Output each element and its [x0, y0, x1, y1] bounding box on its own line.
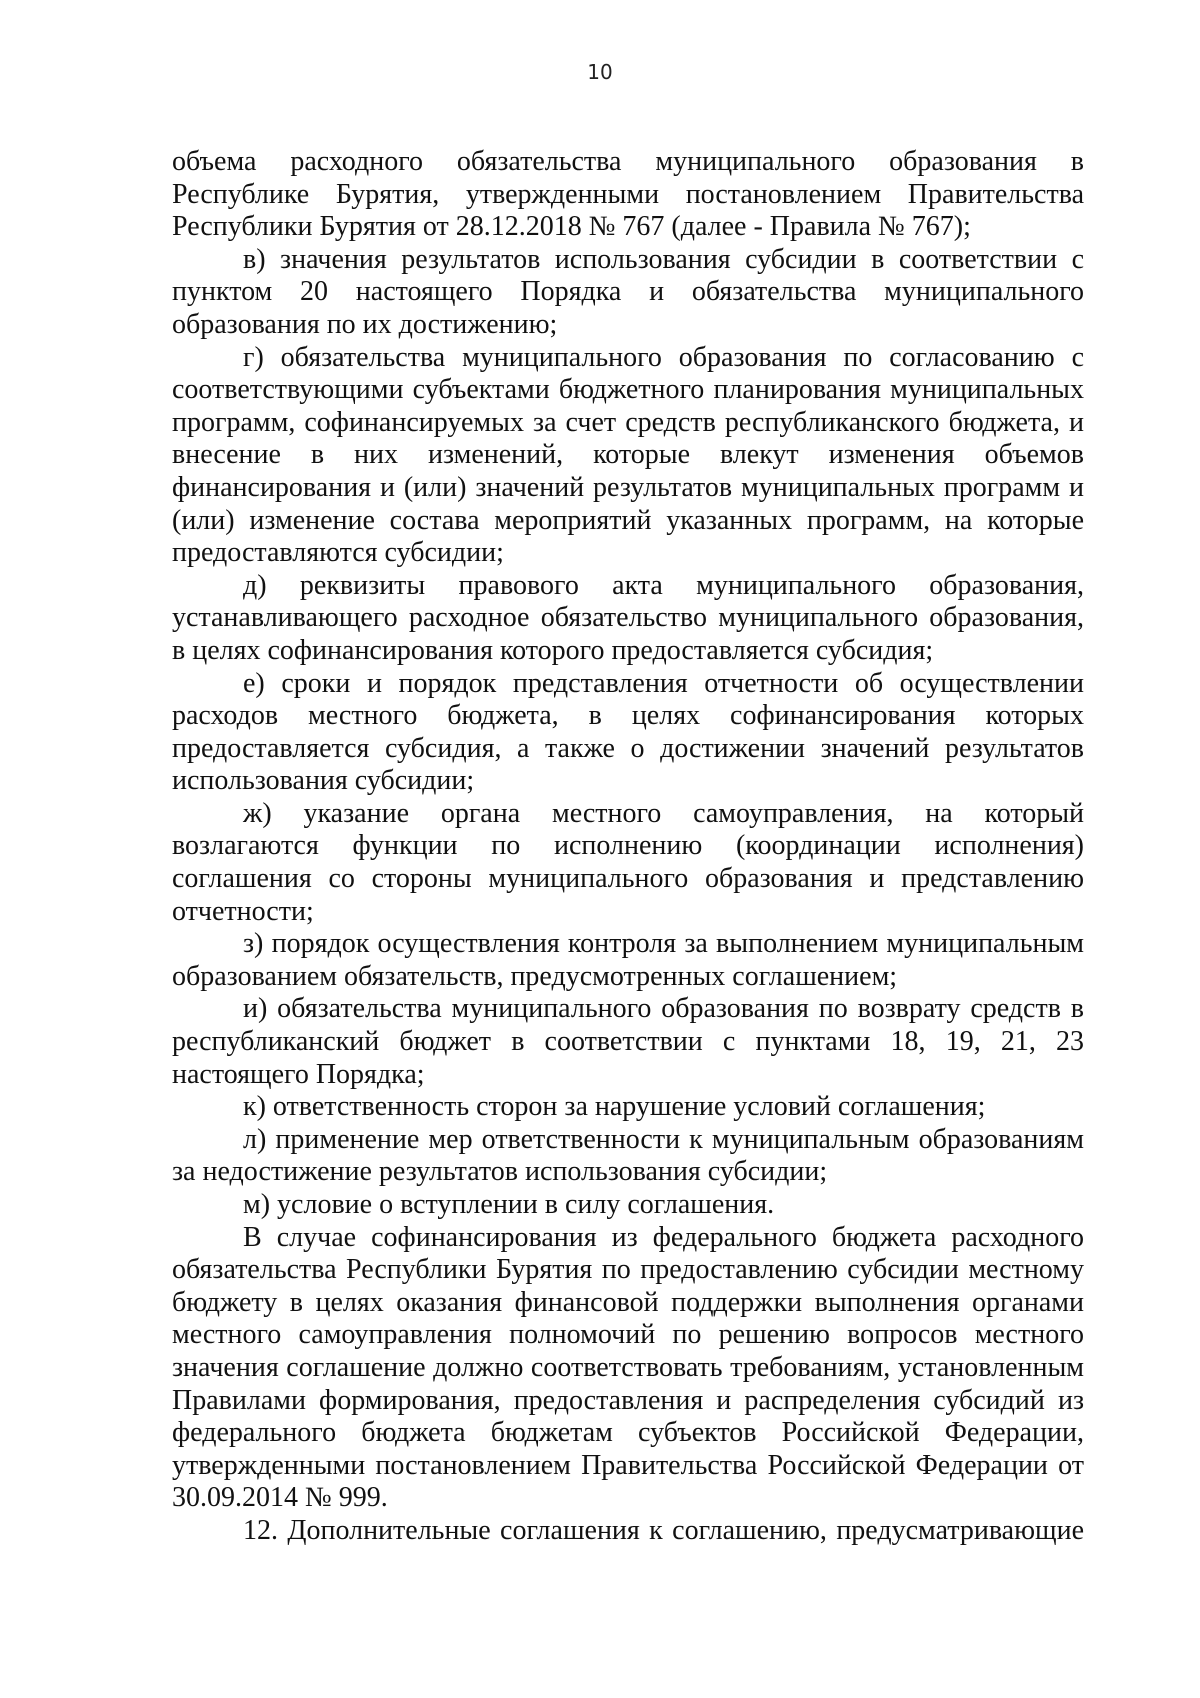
paragraph-item-d: д) реквизиты правового акта муниципального образования, устанавливающего расходное обязательство муниципального образования, в целях софинансирования которого предоставляется субсидия; — [172, 569, 1084, 666]
paragraph-item-m: м) условие о вступлении в силу соглашения. — [243, 1189, 775, 1220]
page-number: 10 — [587, 60, 613, 84]
paragraph-item-e: е) сроки и порядок представления отчетности об осуществлении расходов местного бюджета, в целях софинансирования которых предоставляется субсидия, а также о достижении значений результатов использования субсидии; — [172, 667, 1084, 797]
paragraph-item-z: з) порядок осуществления контроля за выполнением муниципальным образованием обязательств, предусмотренных соглашением; — [172, 928, 1084, 992]
paragraph-item-zh: ж) указание органа местного самоуправления, на который возлагаются функции по исполнению (координации исполнения) соглашения со стороны муниципального образования и представлению отчетности; — [172, 797, 1084, 927]
paragraph-item-g: г) обязательства муниципального образования по согласованию с соответствующими субъектами бюджетного планирования муниципальных программ, софинансируемых за счет средств республиканского бюджета, и внесение в них изменений, которые влекут изменения объемов финансирования и (или) значений результатов муниципальных программ и (или) изменение состава мероприятий указанных программ, на которые предоставляются субсидии; — [172, 341, 1084, 569]
paragraph-continuation: объема расходного обязательства муниципального образования в Республике Бурятия, утвержденными постановлением Правительства Республики Бурятия от 28.12.2018 № 767 (далее - Правила № 767); — [172, 146, 1084, 243]
paragraph-section-12: 12. Дополнительные соглашения к соглашению, предусматривающие — [243, 1514, 1084, 1546]
paragraph-item-i: и) обязательства муниципального образования по возврату средств в республиканский бюджет в соответствии с пунктами 18, 19, 21, 23 настоящего Порядка; — [172, 993, 1084, 1090]
document-body — [172, 146, 1084, 1548]
paragraph-item-k: к) ответственность сторон за нарушение условий соглашения; — [243, 1091, 986, 1123]
paragraph-item-v: в) значения результатов использования субсидии в соответствии с пунктом 20 настоящего Порядка и обязательства муниципального образования по их достижению; — [172, 243, 1084, 340]
paragraph-federal-cofinancing: В случае софинансирования из федерального бюджета расходного обязательства Республики Бурятия по предоставлению субсидии местному бюджету в целях оказания финансовой поддержки выполнения органами местного самоуправления полномочий по решению вопросов местного значения соглашение должно соответствовать требованиям, установленным Правилами формирования, предоставления и распределения субсидий из федерального бюджета бюджетам субъектов Российской Федерации, утвержденными постановлением Правительства Российской Федерации от 30.09.2014 № 999. — [172, 1221, 1084, 1514]
paragraph-item-l: л) применение мер ответственности к муниципальным образованиям за недостижение результатов использования субсидии; — [172, 1123, 1084, 1188]
